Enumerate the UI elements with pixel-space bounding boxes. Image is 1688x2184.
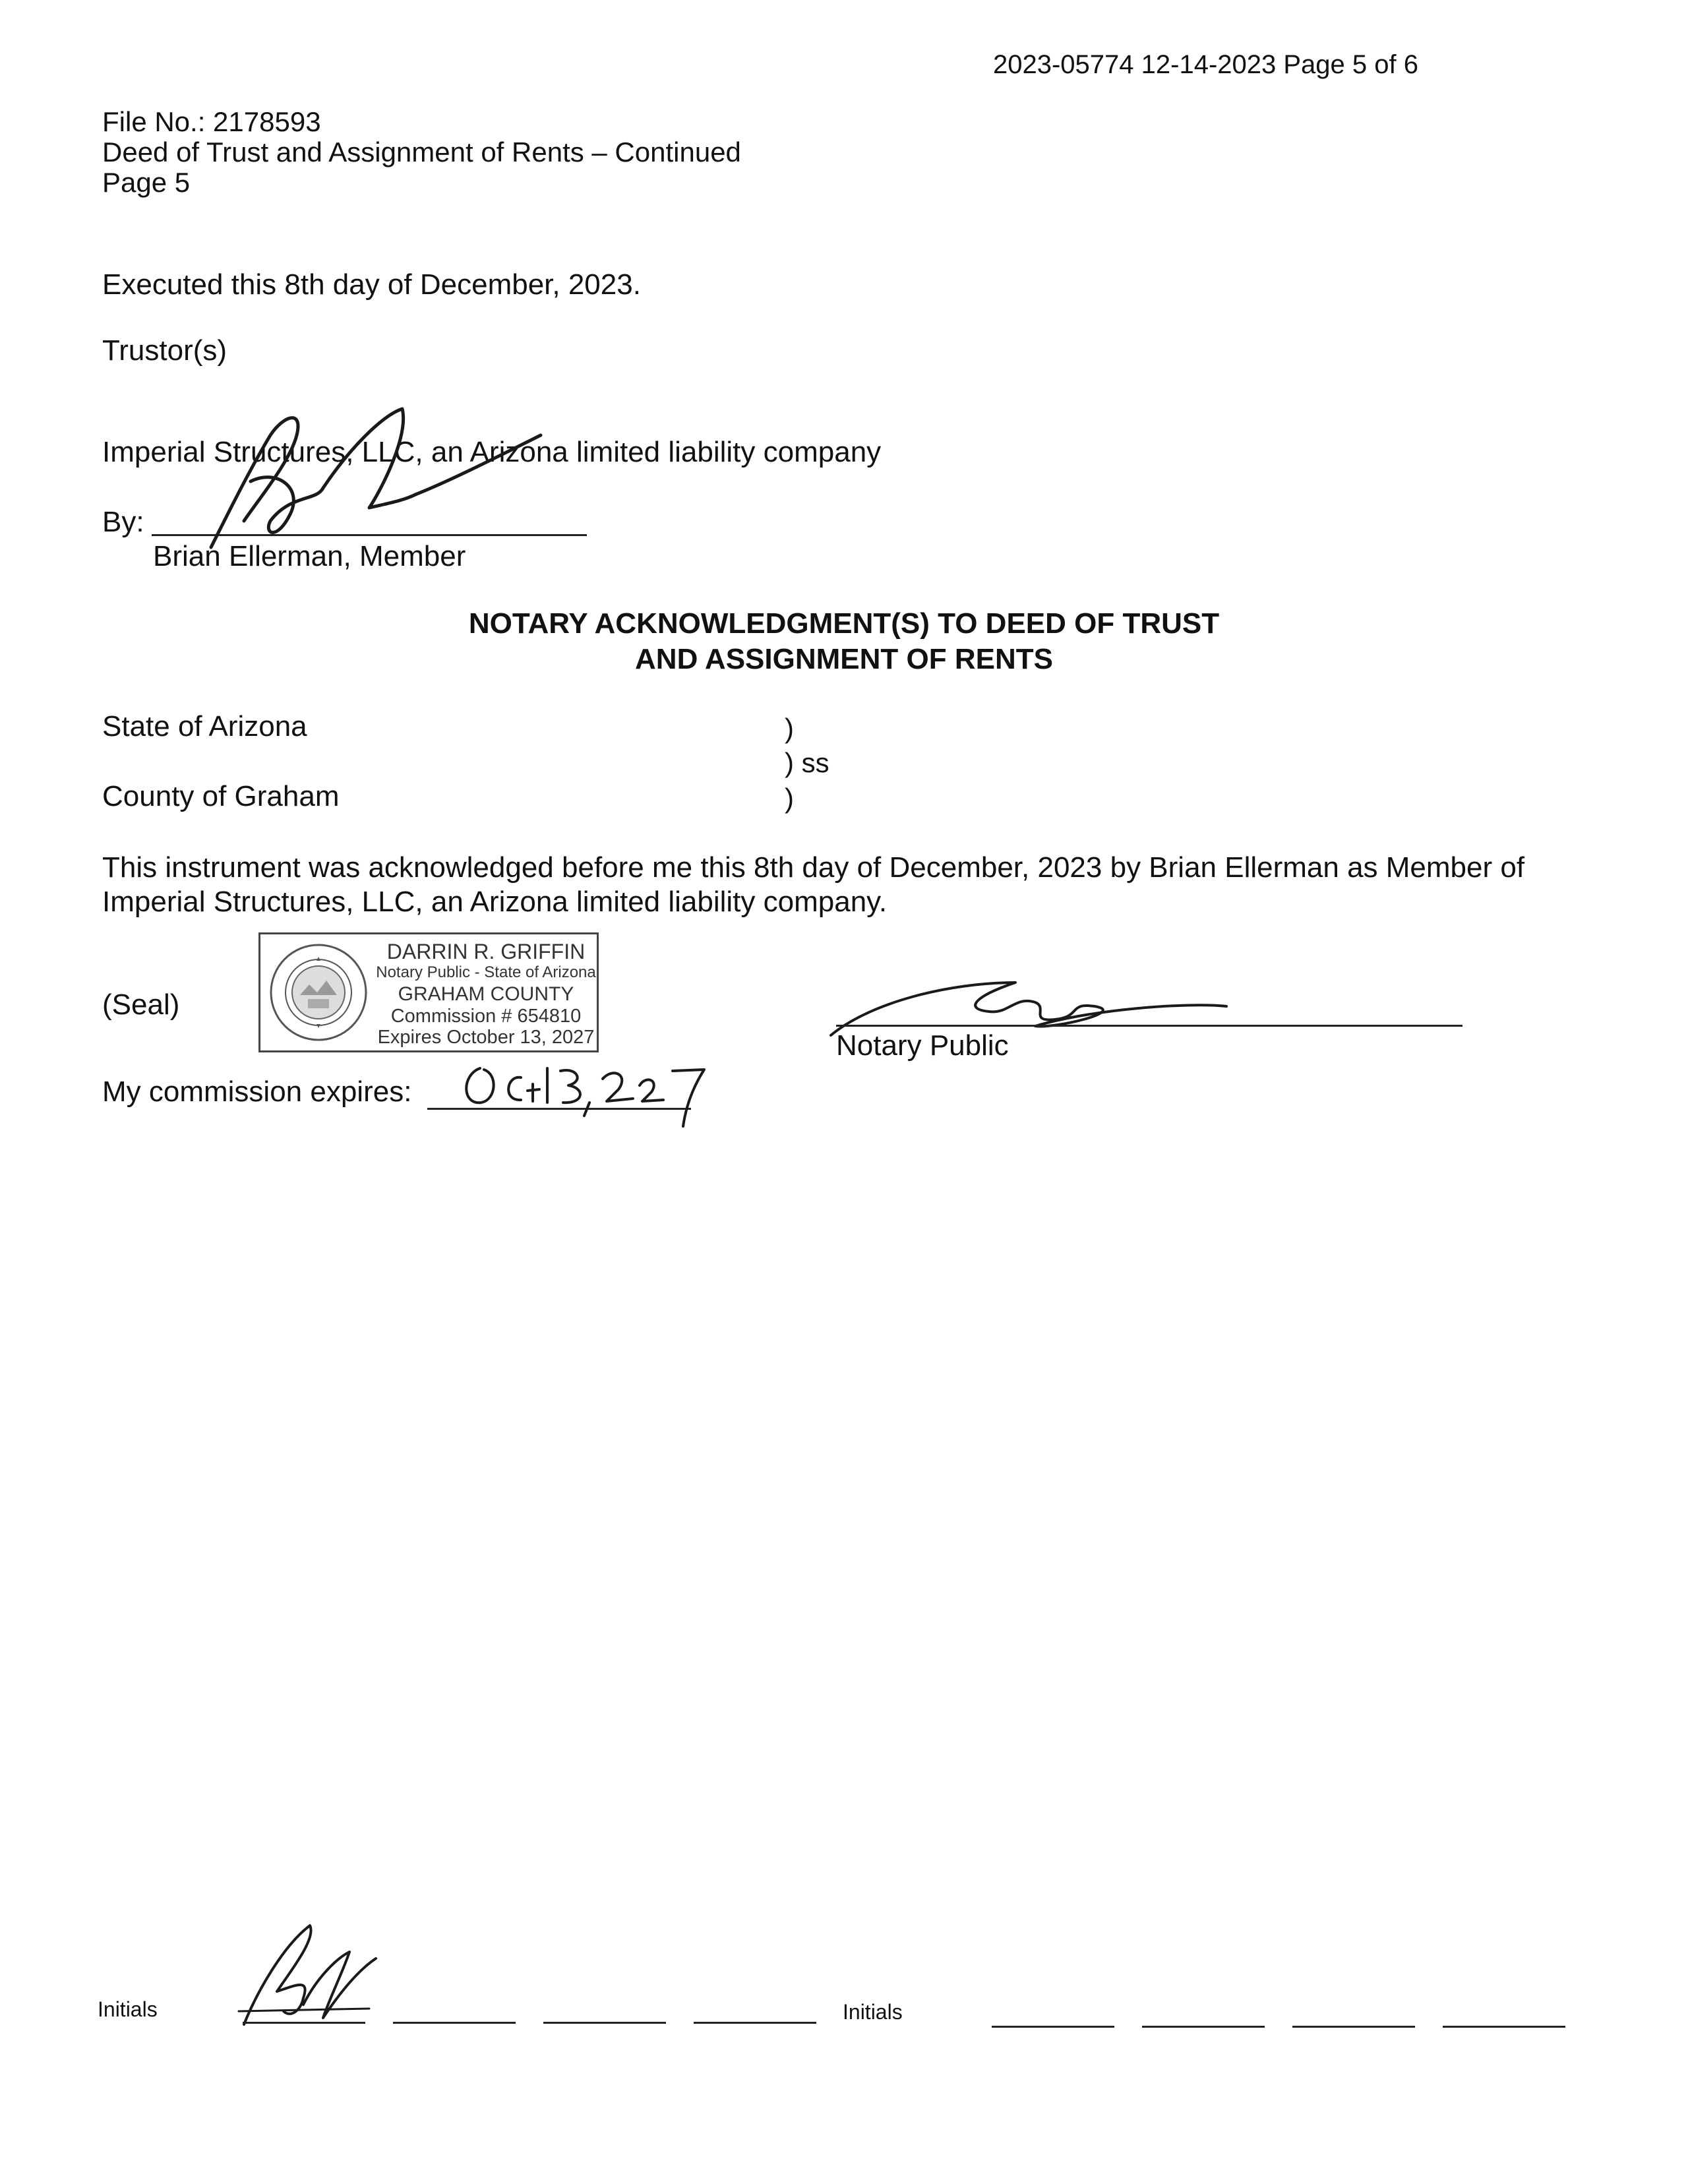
initials-label-left: Initials [98,1997,158,2021]
commission-date-handwriting [455,1055,732,1128]
acknowledgment-line1: This instrument was acknowledged before me this 8th day of December, 2023 by Brian Ellerman as Member of [102,851,1525,884]
stamp-county: GRAHAM COUNTY [398,983,574,1005]
page-number: Page 5 [102,167,191,198]
trustors-label: Trustor(s) [102,334,227,367]
venue-state: State of Arizona [102,710,307,743]
initials-blank-5[interactable] [992,2026,1114,2028]
acknowledgment-line2: Imperial Structures, LLC, an Arizona limited liability company. [102,886,888,918]
notary-heading-line2: AND ASSIGNMENT OF RENTS [635,643,1053,675]
initials-blank-3[interactable] [543,2022,666,2024]
notary-public-label: Notary Public [836,1029,1009,1062]
venue-ss: ) ss [785,747,829,778]
initials-label-right: Initials [843,2000,903,2024]
executed-line: Executed this 8th day of December, 2023. [102,268,641,301]
venue-paren-bottom: ) [785,783,794,814]
initials-blank-7[interactable] [1292,2026,1415,2028]
recording-reference: 2023-05774 12-14-2023 Page 5 of 6 [993,50,1418,79]
stamp-expiration: Expires October 13, 2027 [377,1027,595,1048]
initials-signature [237,1919,382,2031]
initials-blank-2[interactable] [393,2022,516,2024]
seal-label: (Seal) [102,988,180,1021]
state-seal-icon [268,942,369,1043]
by-label: By: [102,506,144,538]
venue-county: County of Graham [102,780,340,812]
stamp-title: Notary Public - State of Arizona [376,963,596,981]
stamp-commission: Commission # 654810 [390,1006,582,1027]
initials-blank-1[interactable] [243,2022,365,2024]
initials-blank-4[interactable] [694,2022,816,2024]
stamp-name: DARRIN R. GRIFFIN [386,940,586,963]
commission-label: My commission expires: [102,1076,412,1108]
notary-stamp [258,932,599,1052]
trustor-signature [185,396,554,554]
signer-name: Brian Ellerman, Member [153,540,466,572]
company-line: Imperial Structures, LLC, an Arizona limited liability company [102,436,882,468]
initials-blank-6[interactable] [1142,2026,1265,2028]
venue-paren-top: ) [785,713,794,744]
file-number: File No.: 2178593 [102,106,321,137]
notary-signature-line [836,1025,1462,1027]
document-title: Deed of Trust and Assignment of Rents – Continued [102,136,741,167]
notary-heading-line1: NOTARY ACKNOWLEDGMENT(S) TO DEED OF TRUST [468,607,1220,640]
initials-blank-8[interactable] [1443,2026,1565,2028]
